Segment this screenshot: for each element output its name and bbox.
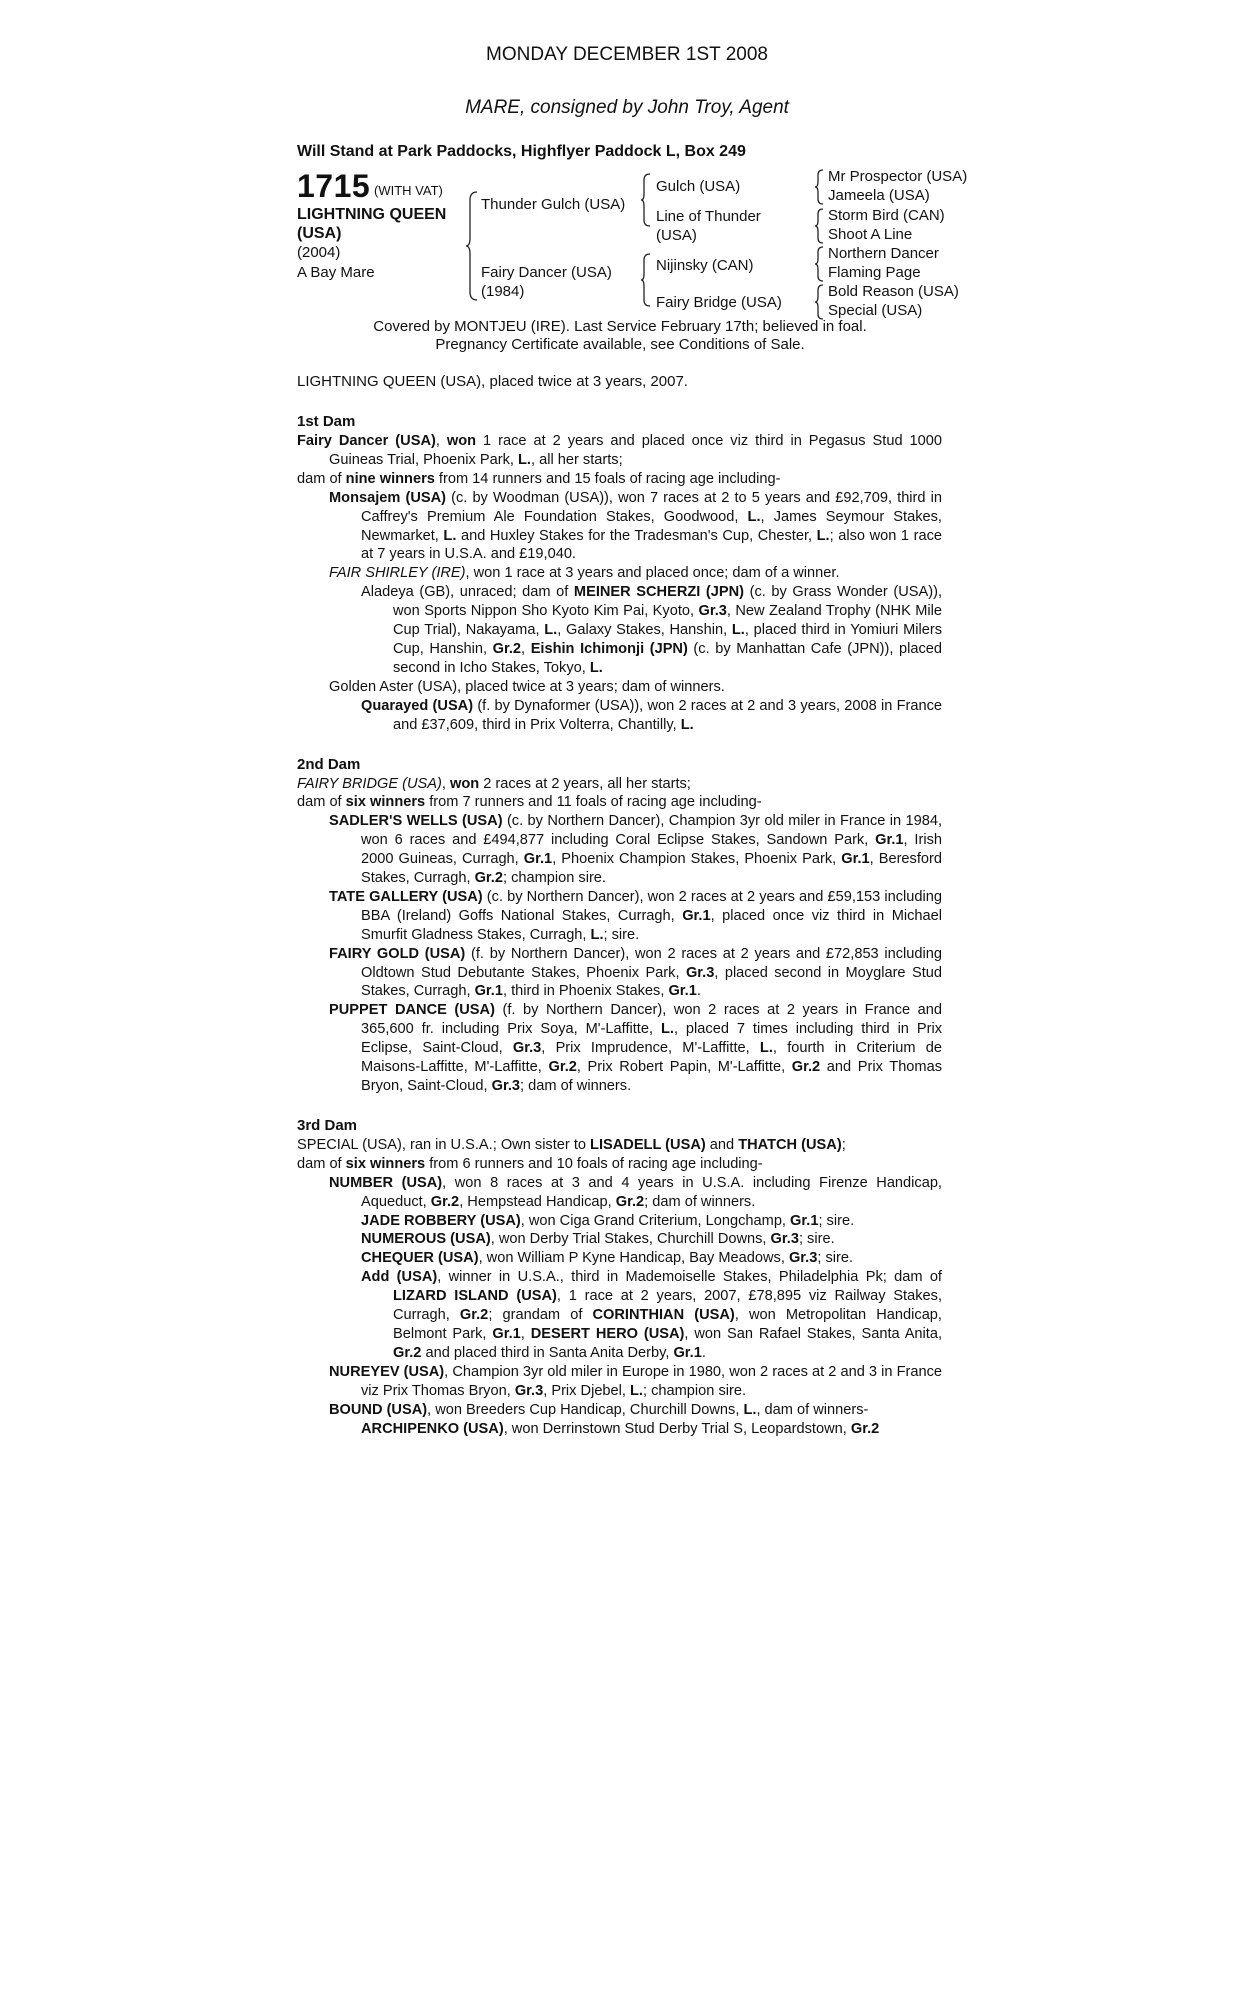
second-dam-section	[297, 755, 942, 1096]
covered-line: Covered by MONTJEU (IRE). Last Service February 17th; believed in foal.	[373, 318, 867, 335]
pedigree-sire-sire: Gulch (USA)	[656, 178, 741, 195]
pedigree-dam-dam: Fairy Bridge (USA)	[656, 294, 782, 311]
produce-nureyev: NUREYEV (USA), Champion 3yr old miler in Europe in 1980, won 2 races at 2 and 3 in France viz Prix Thomas Bryon, Gr.3, Prix Djebel, L.; champion sire.	[329, 1363, 942, 1399]
produce-chequer: CHEQUER (USA), won William P Kyne Handicap, Bay Meadows, Gr.3; sire.	[361, 1250, 854, 1267]
produce-numerous: NUMEROUS (USA), won Derby Trial Stakes, Churchill Downs, Gr.3; sire.	[361, 1231, 835, 1248]
pedigree-ggp-8: Special (USA)	[828, 302, 923, 319]
second-dam-entry: FAIRY BRIDGE (USA), won 2 races at 2 years, all her starts;	[297, 775, 691, 792]
horse-year: (2004)	[297, 244, 341, 261]
ggp-brace-3	[814, 245, 825, 283]
racing-record: LIGHTNING QUEEN (USA), placed twice at 3 years, 2007.	[297, 373, 688, 390]
second-dam-heading: 2nd Dam	[297, 755, 361, 773]
produce-fairy-gold: FAIRY GOLD (USA) (f. by Northern Dancer), won 2 races at 2 years and £72,853 including Oldtown Stud Debutante Stakes, Phoenix Park, Gr.3, placed second in Moyglare Stud Stakes, Curragh, Gr.1, third in Phoenix Stakes, Gr.1.	[329, 945, 942, 1000]
pedigree-ggp-6: Flaming Page	[828, 264, 921, 281]
consignment-line: MARE, consigned by John Troy, Agent	[465, 97, 789, 118]
produce-fair-shirley: FAIR SHIRLEY (IRE), won 1 race at 3 years and placed once; dam of a winner.	[329, 565, 840, 582]
third-dam-entry: SPECIAL (USA), ran in U.S.A.; Own sister to LISADELL (USA) and THATCH (USA);	[297, 1136, 846, 1153]
pedigree-sire: Thunder Gulch (USA)	[481, 196, 626, 213]
third-dam-produce-summary: dam of six winners from 6 runners and 10 foals of racing age including-	[297, 1155, 763, 1172]
pedigree-sire-dam: Line of Thunder	[656, 208, 761, 225]
pedigree-ggp-7: Bold Reason (USA)	[828, 283, 959, 300]
pedigree-ggp-4: Shoot A Line	[828, 226, 913, 243]
first-dam-section	[297, 412, 942, 735]
first-dam-entry: Fairy Dancer (USA), won 1 race at 2 years and placed once viz third in Pegasus Stud 1000 Guineas Trial, Phoenix Park, L., all her starts;	[297, 433, 942, 468]
second-dam-produce-summary: dam of six winners from 7 runners and 11 foals of racing age including-	[297, 794, 762, 811]
produce-tate-gallery: TATE GALLERY (USA) (c. by Northern Dancer), won 2 races at 2 years and £59,153 including BBA (Ireland) Goffs National Stakes, Curragh, Gr.1, placed once viz third in Michael Smurfit Gladness Stakes, Curragh, L.; sire.	[329, 888, 943, 943]
sire-parents-brace	[640, 172, 652, 228]
produce-jade-robbery: JADE ROBBERY (USA), won Ciga Grand Criterium, Longchamp, Gr.1; sire.	[361, 1212, 855, 1229]
ggp-brace-4	[814, 283, 825, 321]
produce-quarayed: Quarayed (USA) (f. by Dynaformer (USA)), won 2 races at 2 and 3 years, 2008 in France and £37,609, third in Prix Volterra, Chantilly, L.	[361, 697, 943, 733]
produce-puppet-dance: PUPPET DANCE (USA) (f. by Northern Dancer), won 2 races at 2 years in France and 365,600 fr. including Prix Soya, M'-Laffitte, L., placed 7 times including third in Prix Eclipse, Saint-Cloud, Gr.3, Prix Imprudence, M'-Laffitte, L., fourth in Criterium de Maisons-Laffitte, M'-Laffitte, Gr.2, Prix Robert Papin, M'-Laffitte, Gr.2 and Prix Thomas Bryon, Saint-Cloud, Gr.3; dam of winners.	[329, 1002, 942, 1094]
pedigree-ggp-2: Jameela (USA)	[828, 187, 930, 204]
pedigree-dam: Fairy Dancer (USA)	[481, 264, 612, 281]
first-dam-produce-summary: dam of nine winners from 14 runners and 15 foals of racing age including-	[297, 470, 781, 487]
produce-number: NUMBER (USA), won 8 races at 3 and 4 years in U.S.A. including Firenze Handicap, Aqueduct, Gr.2, Hempstead Handicap, Gr.2; dam of winners.	[329, 1174, 942, 1210]
produce-monsajem: Monsajem (USA) (c. by Woodman (USA)), won 7 races at 2 to 5 years and £92,709, third in Caffrey's Premium Ale Foundation Stakes, Goodwood, L., James Seymour Stakes, Newmarket, L. and Huxley Stakes for the Tradesman's Cup, Chester, L.; also won 1 race at 7 years in U.S.A. and £19,040.	[329, 489, 942, 563]
produce-bound: BOUND (USA), won Breeders Cup Handicap, Churchill Downs, L., dam of winners-	[329, 1401, 869, 1418]
pedigree-sire-dam-country: (USA)	[656, 227, 697, 244]
pedigree-ggp-3: Storm Bird (CAN)	[828, 207, 945, 224]
produce-aladeya: Aladeya (GB), unraced; dam of MEINER SCHERZI (JPN) (c. by Grass Wonder (USA)), won Sports Nippon Sho Kyoto Kim Pai, Kyoto, Gr.3, New Zealand Trophy (NHK Mile Cup Trial), Nakayama, L., Galaxy Stakes, Hanshin, L., placed third in Yomiuri Milers Cup, Hanshin, Gr.2, Eishin Ichimonji (JPN) (c. by Manhattan Cafe (JPN)), placed second in Icho Stakes, Tokyo, L.	[361, 584, 943, 676]
pedigree-dam-sire: Nijinsky (CAN)	[656, 257, 754, 274]
pregnancy-line: Pregnancy Certificate available, see Conditions of Sale.	[435, 336, 805, 353]
produce-golden-aster: Golden Aster (USA), placed twice at 3 years; dam of winners.	[329, 678, 725, 695]
pedigree-ggp-5: Northern Dancer	[828, 245, 939, 262]
dam-parents-brace	[640, 252, 652, 308]
third-dam-heading: 3rd Dam	[297, 1116, 358, 1134]
stand-location: Will Stand at Park Paddocks, Highflyer Paddock L, Box 249	[297, 143, 746, 160]
produce-record	[297, 412, 942, 1438]
third-dam-section	[297, 1116, 942, 1439]
pedigree-ggp-1: Mr Prospector (USA)	[828, 168, 968, 185]
produce-add: Add (USA), winner in U.S.A., third in Mademoiselle Stakes, Philadelphia Pk; dam of LIZARD ISLAND (USA), 1 race at 2 years, 2007, £78,895 viz Railway Stakes, Curragh, Gr.2; grandam of CORINTHIAN (USA), won Metropolitan Handicap, Belmont Park, Gr.1, DESERT HERO (USA), won San Rafael Stakes, Santa Anita, Gr.2 and placed third in Santa Anita Derby, Gr.1.	[361, 1269, 943, 1361]
sale-date: MONDAY DECEMBER 1ST 2008	[486, 44, 768, 65]
sire-dam-brace	[465, 190, 479, 302]
vat-note: (WITH VAT)	[374, 183, 443, 198]
produce-archipenko: ARCHIPENKO (USA), won Derrinstown Stud Derby Trial S, Leopardstown, Gr.2	[361, 1420, 880, 1437]
first-dam-heading: 1st Dam	[297, 413, 356, 430]
pedigree-dam-year: (1984)	[481, 283, 525, 300]
produce-sadlers-wells: SADLER'S WELLS (USA) (c. by Northern Dancer), Champion 3yr old miler in France in 1984, won 6 races and £494,877 including Coral Eclipse Stakes, Sandown Park, Gr.1, Irish 2000 Guineas, Curragh, Gr.1, Phoenix Champion Stakes, Phoenix Park, Gr.1, Beresford Stakes, Curragh, Gr.2; champion sire.	[329, 813, 942, 887]
lot-number: 1715	[297, 168, 371, 204]
horse-description: A Bay Mare	[297, 264, 375, 281]
ggp-brace-2	[814, 207, 825, 245]
covered-note	[0, 318, 1240, 354]
ggp-brace-1	[814, 168, 825, 206]
horse-name: LIGHTNING QUEEN (USA)	[297, 206, 447, 242]
